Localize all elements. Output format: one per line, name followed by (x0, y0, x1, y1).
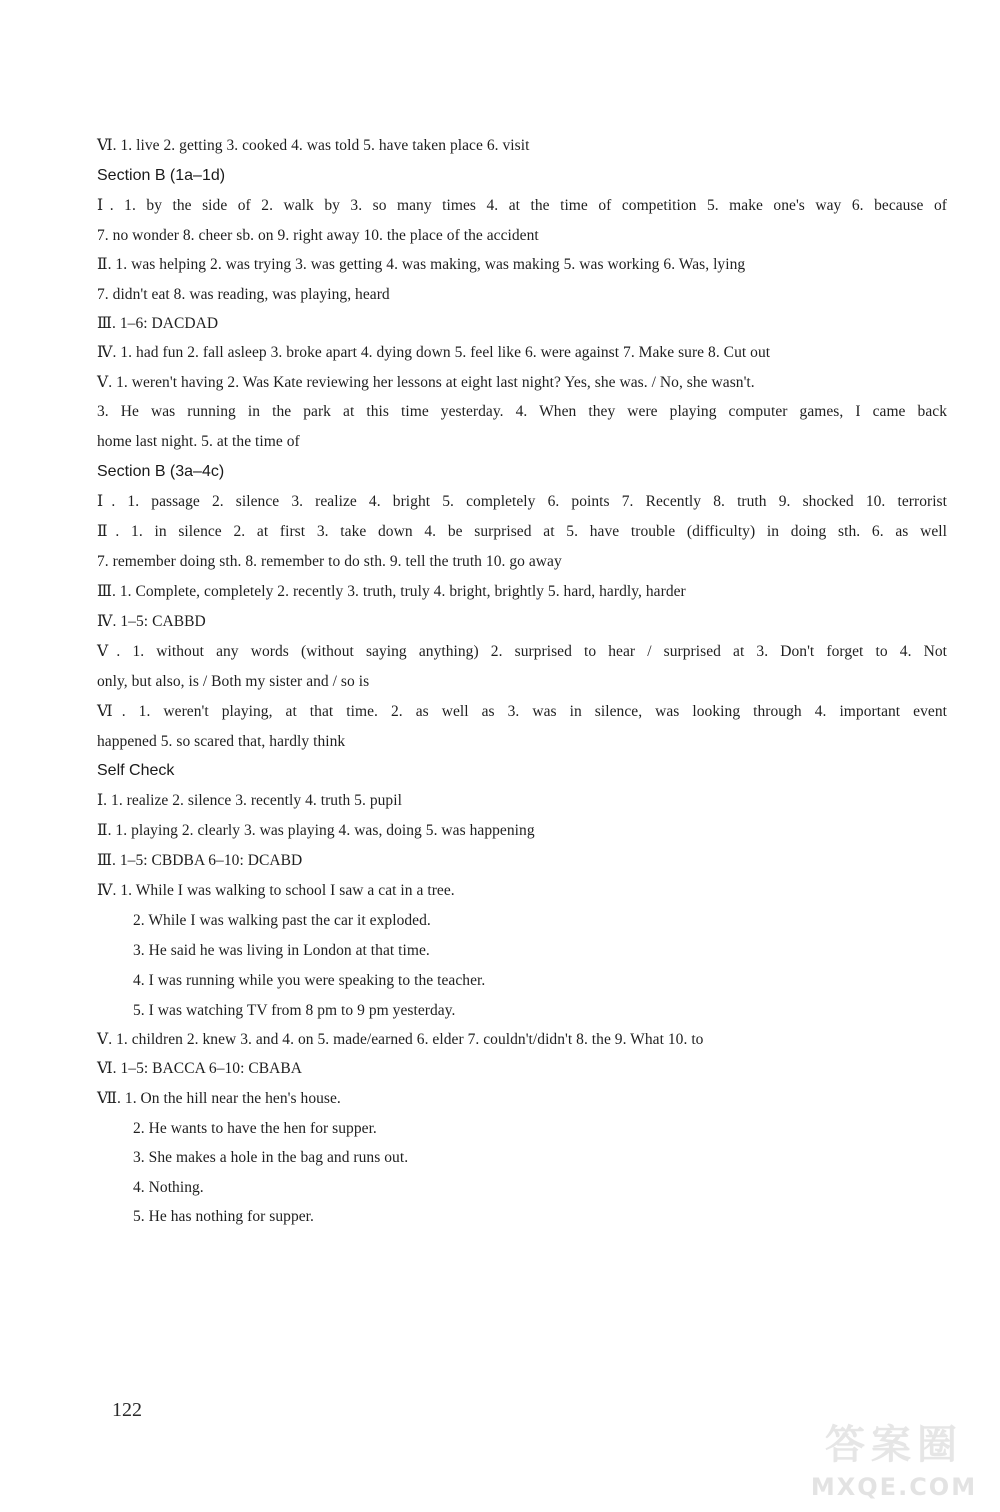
answer-line: Ⅱ. 1. playing 2. clearly 3. was playing 4. was, doing 5. was happening (97, 822, 535, 839)
answer-line: Ⅲ. 1–6: DACDAD (97, 315, 219, 332)
watermark-url: MXQE.COM (810, 1473, 978, 1501)
section-heading: Self Check (97, 762, 175, 779)
answer-line: home last night. 5. at the time of (97, 433, 300, 450)
answer-line: Ⅵ. 1. weren't playing, at that time. 2. as well as 3. was in silence, was looking through 4. important event (97, 703, 947, 720)
answer-line: happened 5. so scared that, hardly think (97, 733, 346, 750)
watermark-text: 答案圈 (825, 1422, 963, 1468)
answer-line: 7. remember doing sth. 8. remember to do sth. 9. tell the truth 10. go away (97, 553, 562, 570)
answer-line: Ⅳ. 1. had fun 2. fall asleep 3. broke apart 4. dying down 5. feel like 6. were against 7. Make sure 8. Cut out (97, 344, 771, 361)
answer-line: Ⅰ. 1. realize 2. silence 3. recently 4. truth 5. pupil (97, 792, 402, 809)
answer-line: Ⅴ. 1. without any words (without saying anything) 2. surprised to hear / surprised at 3. Don't forget to 4. Not (97, 643, 947, 660)
answer-line: Ⅵ. 1–5: BACCA 6–10: CBABA (97, 1060, 303, 1077)
answer-line: Ⅴ. 1. weren't having 2. Was Kate reviewing her lessons at eight last night? Yes, she was. / No, she wasn't. (97, 374, 755, 391)
answer-line: Ⅲ. 1. Complete, completely 2. recently 3. truth, truly 4. bright, brightly 5. hard, hardly, harder (97, 583, 686, 600)
answer-line: 3. He said he was living in London at that time. (133, 942, 430, 959)
answer-line: 2. While I was walking past the car it exploded. (133, 912, 431, 929)
answer-line: 2. He wants to have the hen for supper. (133, 1120, 377, 1137)
answer-line: 7. no wonder 8. cheer sb. on 9. right away 10. the place of the accident (97, 227, 539, 244)
section-heading: Section B (3a–4c) (97, 463, 225, 480)
answer-line: Ⅱ. 1. in silence 2. at first 3. take down 4. be surprised at 5. have trouble (difficulty) in doing sth. 6. as well (97, 523, 947, 540)
answer-line: 7. didn't eat 8. was reading, was playing, heard (97, 286, 390, 303)
answer-line: Ⅲ. 1–5: CBDBA 6–10: DCABD (97, 852, 303, 869)
page-number: 122 (112, 1399, 142, 1421)
answer-line: 4. Nothing. (133, 1179, 204, 1196)
answer-line: Ⅳ. 1. While I was walking to school I saw a cat in a tree. (97, 882, 455, 899)
answer-line: only, but also, is / Both my sister and / so is (97, 673, 370, 690)
answer-line: 3. He was running in the park at this time yesterday. 4. When they were playing computer games, I came back (97, 403, 947, 420)
answer-line: Ⅵ. 1. live 2. getting 3. cooked 4. was told 5. have taken place 6. visit (97, 137, 530, 154)
watermark-logo (798, 1420, 990, 1506)
answer-line: Ⅱ. 1. was helping 2. was trying 3. was getting 4. was making, was making 5. was working 6. Was, lying (97, 256, 746, 273)
answer-line: Ⅶ. 1. On the hill near the hen's house. (97, 1090, 341, 1107)
answer-line: Ⅴ. 1. children 2. knew 3. and 4. on 5. made/earned 6. elder 7. couldn't/didn't 8. the 9. What 10. to (97, 1031, 704, 1048)
answer-line: Ⅰ. 1. by the side of 2. walk by 3. so many times 4. at the time of competition 5. make one's way 6. because of (97, 197, 947, 214)
answer-line: Ⅰ. 1. passage 2. silence 3. realize 4. bright 5. completely 6. points 7. Recently 8. truth 9. shocked 10. terrorist (97, 493, 947, 510)
answer-line: 5. I was watching TV from 8 pm to 9 pm yesterday. (133, 1002, 456, 1019)
answer-line: 4. I was running while you were speaking to the teacher. (133, 972, 486, 989)
answer-line: Ⅳ. 1–5: CABBD (97, 613, 206, 630)
answer-line: 3. She makes a hole in the bag and runs out. (133, 1149, 409, 1166)
answer-line: 5. He has nothing for supper. (133, 1208, 314, 1225)
section-heading: Section B (1a–1d) (97, 167, 226, 184)
